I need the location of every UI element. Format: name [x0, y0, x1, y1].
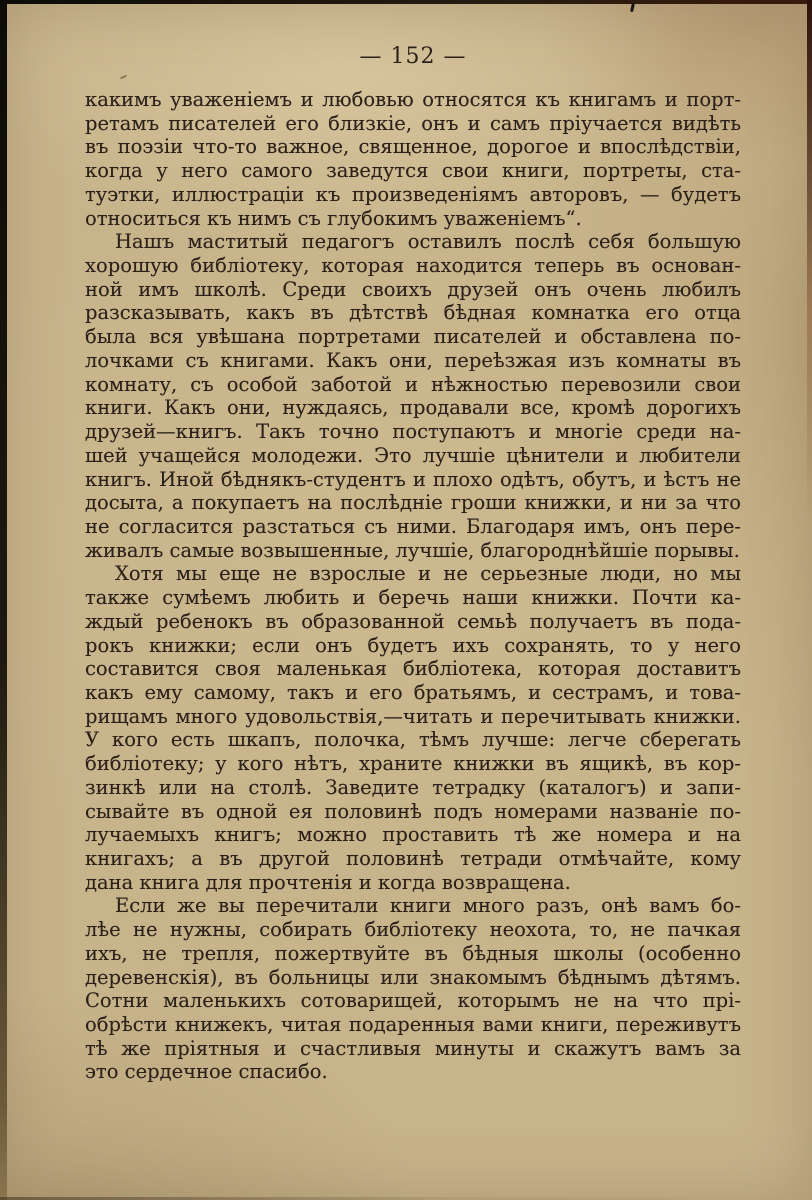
page-number: — 152 —: [359, 44, 467, 69]
text-line: книгахъ; а въ другой половинѣ тетради отмѣчайте, кому: [85, 847, 741, 870]
text-line: хорошую библіотеку, которая находится теперь въ основан-: [85, 254, 741, 278]
text-line: деревенскія), въ больницы или знакомымъ бѣднымъ дѣтямъ.: [85, 965, 741, 989]
text-line: какъ ему самому, такъ и его братьямъ, и сестрамъ, и това-: [85, 680, 741, 704]
text-line: какимъ уваженіемъ и любовью относятся къ книгамъ и порт-: [85, 88, 741, 111]
text-line: была вся увѣшана портретами писателей и обставлена по-: [85, 325, 741, 349]
text-line: Сотни маленькихъ сотоварищей, которымъ не на что прі-: [85, 989, 741, 1013]
text-line: сывайте въ одной ея половинѣ подъ номерами названіе по-: [85, 799, 741, 823]
text-line: Если же вы перечитали книги много разъ, онѣ вамъ бо-: [115, 894, 741, 918]
text-line: туэтки, иллюстраціи къ произведеніямъ авторовъ, — будетъ: [85, 182, 741, 206]
text-line: зинкѣ или на столѣ. Заведите тетрадку (каталогъ) и запи-: [85, 775, 741, 799]
text-line: Хотя мы еще не взрослые и не серьезные люди, но мы: [115, 562, 741, 586]
text-line: это сердечное спасибо.: [85, 1060, 328, 1084]
text-line: рокъ книжки; если онъ будетъ ихъ сохранять, то у него: [85, 633, 741, 657]
text-line: также сумѣемъ любить и беречь наши книжки. Почти ка-: [85, 586, 741, 610]
text-line: У кого есть шкапъ, полочка, тѣмъ лучше: легче сберегать: [85, 728, 741, 752]
text-line: лѣе не нужны, собирать библіотеку неохота, то, не пачкая: [85, 918, 741, 942]
text-line: досыта, а покупаетъ на послѣдніе гроши книжки, и ни за что: [85, 491, 741, 515]
paper-speck: [120, 75, 127, 80]
text-line: въ поэзіи что-то важное, священное, дорогое и впослѣдствіи,: [85, 135, 741, 159]
text-line: ретамъ писателей его близкіе, онъ и самъ пріучается видѣть: [85, 111, 741, 135]
scan-edge-top: [0, 0, 812, 4]
text-line: лочками съ книгами. Какъ они, переѣзжая изъ комнаты въ: [85, 348, 741, 372]
text-line: шей учащейся молодежи. Это лучшіе цѣнители и любители: [85, 443, 741, 467]
text-line: не согласится разстаться съ ними. Благодаря имъ, онъ пере-: [85, 514, 741, 538]
text-line: относиться къ нимъ съ глубокимъ уваженіемъ“.: [85, 206, 582, 230]
text-line: тѣ же пріятныя и счастливыя минуты и скажутъ вамъ за: [85, 1036, 741, 1060]
text-line: библіотеку; у кого нѣтъ, храните книжки въ ящикѣ, въ кор-: [85, 752, 741, 776]
text-line: ждый ребенокъ въ образованной семьѣ получаетъ въ пода-: [85, 609, 741, 633]
ink-speck: [630, 3, 635, 12]
text-line: составится своя маленькая библіотека, которая доставитъ: [85, 657, 741, 681]
text-line: живалъ самые возвышенные, лучшіе, благороднѣйшіе порывы.: [85, 538, 740, 562]
scan-edge-right: [807, 0, 812, 520]
body-text: [85, 88, 741, 1084]
text-line: друзей—книгъ. Такъ точно поступаютъ и многіе среди на-: [85, 420, 741, 444]
text-line: обрѣсти книжекъ, читая подаренныя вами книги, переживутъ: [85, 1013, 741, 1037]
scan-edge-left: [0, 0, 7, 1200]
text-line: разсказывать, какъ въ дѣтствѣ бѣдная комнатка его отца: [85, 301, 741, 325]
text-line: ной имъ школѣ. Среди своихъ друзей онъ очень любилъ: [85, 277, 741, 301]
text-line: дана книга для прочтенія и когда возвращена.: [85, 870, 571, 894]
text-line: лучаемыхъ книгъ; можно проставить тѣ же номера и на: [85, 823, 741, 847]
text-line: рищамъ много удовольствія,—читать и перечитывать книжки.: [85, 704, 741, 728]
text-line: когда у него самого заведутся свои книги, портреты, ста-: [85, 159, 741, 183]
text-line: комнату, съ особой заботой и нѣжностью перевозили свои: [85, 372, 741, 396]
text-line: книгъ. Иной бѣднякъ-студентъ и плохо одѣтъ, обутъ, и ѣстъ не: [85, 467, 741, 491]
text-line: ихъ, не трепля, пожертвуйте въ бѣдныя школы (особенно: [85, 941, 741, 965]
text-line: книги. Какъ они, нуждаясь, продавали все, кромѣ дорогихъ: [85, 396, 741, 420]
text-line: Нашъ маститый педагогъ оставилъ послѣ себя большую: [115, 230, 741, 254]
